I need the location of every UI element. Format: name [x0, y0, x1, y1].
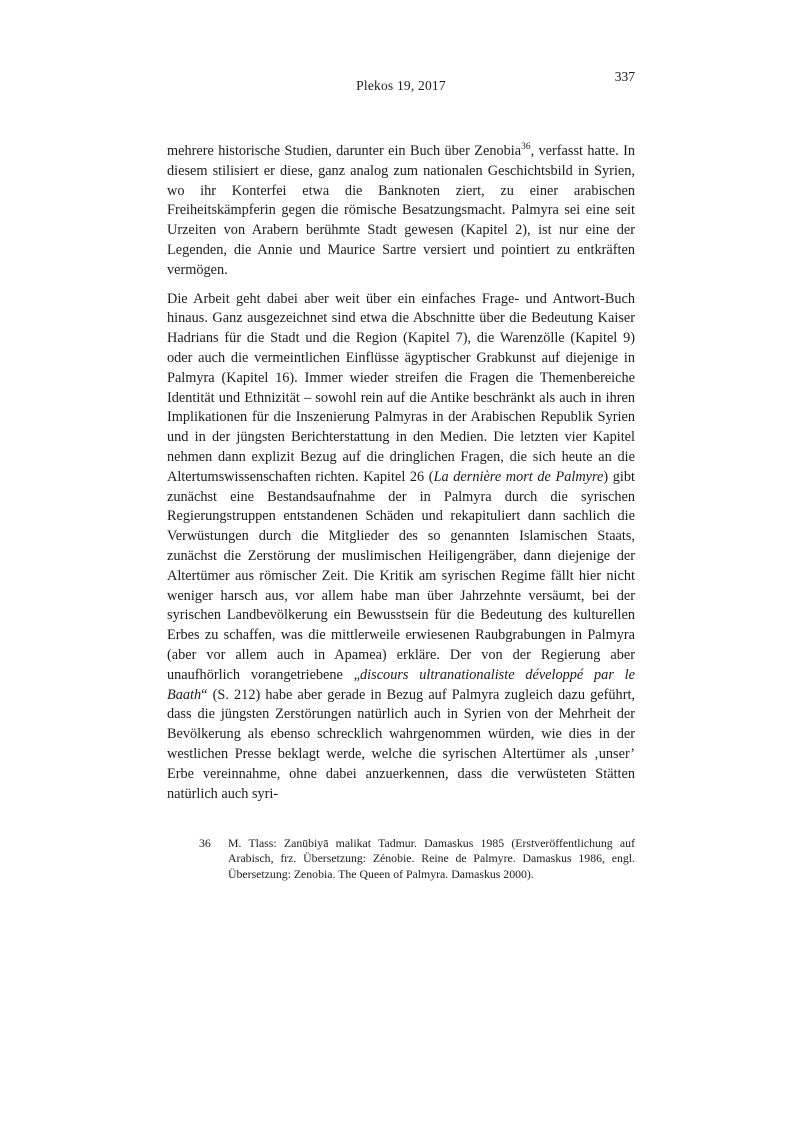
page-number: 337 — [614, 69, 635, 84]
footnote-reference: 36 — [521, 142, 531, 153]
footnote-area — [199, 836, 635, 882]
paragraph-1-text: mehrere historische Studien, darunter ein Buch über Zenobia — [167, 143, 522, 159]
footnote-number: 36 — [199, 836, 211, 850]
page-header — [167, 69, 635, 100]
paragraph-2 — [167, 290, 635, 805]
footnote-text: M. Tlass: Zanūbiyā malikat Tadmur. Damaskus 1985 (Erstveröffentlichung auf Arabisch, frz. Übersetzung: Zénobie. Reine de Palmyre. Damaskus 1986, engl. Übersetzung: Zenobia. The Queen of Palmyra. Damaskus 2000). — [228, 836, 635, 881]
paragraph-2-text-continued: ) gibt zunächst eine Bestandsaufnahme der in Palmyra durch die syrischen Regierungstruppen entstandenen Schäden und rekapituliert dann sachlich die Verwüstungen durch die Mitglieder des so genannten Islamischen Staats, zunächst die Zerstörung der muslimischen Heiligengräber, dann diejenige der Altertümer aus römischer Zeit. Die Kritik am syrischen Regime fällt hier nicht weniger harsch aus, vor allem habe man über Jahrzehnte versäumt, bei der syrischen Landbevölkerung ein Bewusstsein für die Bedeutung des kulturellen Erbes zu schaffen, was die mittlerweile erwiesenen Raubgrabungen in Palmyra (aber vor allem auch in Apamea) erkläre. Der von der Regierung aber unaufhörlich vorangetriebene „ — [167, 468, 635, 683]
french-quotation: discours ultranationaliste développé par le Baath — [167, 666, 635, 703]
paragraph-2-text: Die Arbeit geht dabei aber weit über ein einfaches Frage- und Antwort-Buch hinaus. Ganz ausgezeichnet sind etwa die Abschnitte über die Bedeutung Kaiser Hadrians für die Stadt und die Region (Kapitel 7), die Warenzölle (Kapitel 9) oder auch die vermeintlichen Einflüsse ägyptischer Grabkunst auf diejenige in Palmyra (Kapitel 16). Immer wieder streifen die Fragen die Themenbereiche Identität und Ethnizität – sowohl rein auf die Antike beschränkt als auch in ihren Implikationen für die Inszenierung Palmyras in der Arabischen Republik Syrien und in der jüngsten Berichterstattung in den Medien. Die letzten vier Kapitel nehmen dann explizit Bezug auf die dringlichen Fragen, die sich heute an die Altertumswissenschaften richten. Kapitel 26 ( — [167, 290, 635, 485]
paragraph-1-text-continued: , verfasst hatte. In diesem stilisiert er diese, ganz analog zum nationalen Geschichtsbild in Syrien, wo ihr Konterfei etwa die Banknoten ziert, zu einer arabischen Freiheitskämpferin gegen die römische Besatzungsmacht. Palmyra sei eine seit Urzeiten von Arabern berühmte Stadt gewesen (Kapitel 2), ist nur eine der Legenden, die Annie und Maurice Sartre versiert und pointiert zu entkräften vermögen. — [167, 143, 635, 278]
paragraph-2-text-end: “ (S. 212) habe aber gerade in Bezug auf Palmyra zugleich dazu geführt, dass die jüngsten Zerstörungen natürlich auch in Syrien von der Mehrheit der Bevölkerung als ebenso schrecklich wahrgenommen würden, wie dies in der westlichen Presse beklagt werde, welche die syrischen Altertümer als ‚unser’ Erbe vereinnahme, ohne dabei anzuerkennen, dass die verwüsteten Stätten natürlich auch syri- — [167, 686, 635, 802]
book-chapter-title: La dernière mort de Palmyre — [433, 468, 604, 485]
journal-title: Plekos 19, 2017 — [356, 78, 446, 93]
footnote-36 — [199, 836, 635, 882]
body-text — [167, 142, 635, 804]
paragraph-1 — [167, 142, 635, 281]
